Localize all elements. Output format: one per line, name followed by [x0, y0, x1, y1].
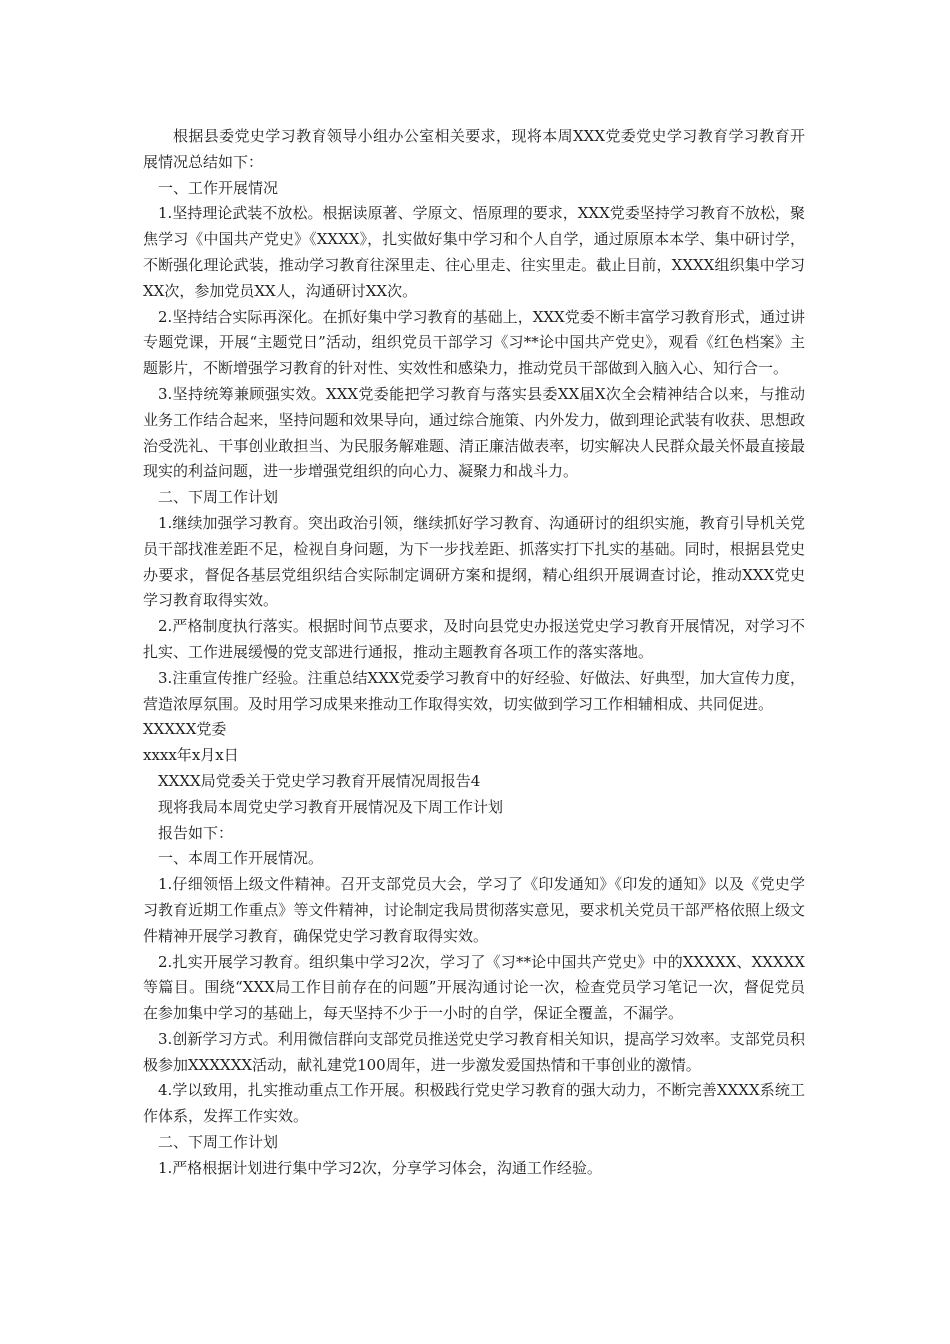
body-paragraph: 2.严格制度执行落实。根据时间节点要求，及时向县党史办报送党史学习教育开展情况，对学习不扎实、工作进展缓慢的党支部进行通报，推动主题教育各项工作的落实落地。 [143, 617, 805, 661]
body-paragraph: 1.仔细领悟上级文件精神。召开支部党员大会，学习了《印发通知》《印发的通知》以及《党史学习教育近期工作重点》等文件精神，讨论制定我局贯彻落实意见，要求机关党员干部严格依照上级文件精神开展学习教育，确保党史学习教育取得实效。 [143, 875, 805, 945]
body-paragraph: 2.坚持结合实际再深化。在抓好集中学习教育的基础上，XXX党委不断丰富学习教育形式，通过讲专题党课，开展“主题党日”活动，组织党员干部学习《习**论中国共产党史》，观看《红色档案》主题影片，不断增强学习教育的针对性、实效性和感染力，推动党员干部做到入脑入心、知行合一。 [143, 307, 805, 378]
signature-date: xxxx年x月x日 [143, 746, 239, 765]
body-paragraph: 2.扎实开展学习教育。组织集中学习2次，学习了《习**论中国共产党史》中的XXXXX、XXXXX等篇目。围绕“XXX局工作目前存在的问题”开展沟通讨论一次，检查党员学习笔记一次，督促党员在参加集中学习的基础上，每天坚持不少于一小时的自学，保证全覆盖，不漏学。 [143, 952, 805, 1023]
document-body [143, 124, 805, 1182]
body-paragraph: 3.坚持统筹兼顾强实效。XXX党委能把学习教育与落实县委XX届X次全会精神结合以来，与推动业务工作结合起来，坚持问题和效果导向，通过综合施策、内外发力，做到理论武装有收获、思想政治受洗礼、干事创业敢担当、为民服务解难题、清正廉洁做表率，切实解决人民群众最关怀最直接最现实的利益问题，进一步增强党组织的向心力、凝聚力和战斗力。 [143, 384, 805, 481]
signature-org: XXXXX党委 [143, 720, 227, 739]
body-paragraph: 1.继续加强学习教育。突出政治引领，继续抓好学习教育、沟通研讨的组织实施，教育引导机关党员干部找准差距不足，检视自身问题，为下一步找差距、抓落实打下扎实的基础。同时，根据县党史办要求，督促各基层党组织结合实际制定调研方案和提纲，精心组织开展调查讨论，推动XXX党史学习教育取得实效。 [143, 513, 805, 610]
body-paragraph: 4.学以致用，扎实推动重点工作开展。积极践行党史学习教育的强大动力，不断完善XXXX系统工作体系，发挥工作实效。 [143, 1081, 805, 1126]
body-paragraph: 1.坚持理论武装不放松。根据读原著、学原文、悟原理的要求，XXX党委坚持学习教育不放松，聚焦学习《中国共产党史》《XXXX》，扎实做好集中学习和个人自学，通过原原本本学、集中研讨学，不断强化理论武装，推动学习教育往深里走、往心里走、往实里走。截止目前，XXXX组织集中学习XX次，参加党员XX人，沟通研讨XX次。 [143, 204, 805, 300]
body-paragraph: 3.注重宣传推广经验。注重总结XXX党委学习教育中的好经验、好做法、好典型，加大宣传力度，营造浓厚氛围。及时用学习成果来推动工作取得实效，切实做到学习工作相辅相成、共同促进。 [143, 668, 805, 713]
body-paragraph: 报告如下： [158, 823, 234, 842]
body-paragraph: 现将我局本周党史学习教育开展情况及下周工作计划 [158, 797, 504, 816]
intro-paragraph: 根据县委党史学习教育领导小组办公室相关要求，现将本周XXX党委党史学习教育学习教育开展情况总结如下： [143, 127, 805, 171]
section-heading: 二、下周工作计划 [158, 488, 279, 507]
report-title: XXXX局党委关于党史学习教育开展情况周报告4 [158, 771, 481, 790]
section-heading: 二、下周工作计划 [158, 1133, 279, 1152]
body-paragraph: 3.创新学习方式。利用微信群向支部党员推送党史学习教育相关知识，提高学习效率。支部党员积极参加XXXXXX活动，献礼建党100周年，进一步激发爱国热情和干事创业的激情。 [143, 1029, 805, 1074]
section-heading: 一、工作开展情况 [158, 178, 279, 197]
section-heading: 一、本周工作开展情况。 [158, 849, 324, 868]
body-paragraph: 1.严格根据计划进行集中学习2次，分享学习体会，沟通工作经验。 [158, 1158, 602, 1177]
